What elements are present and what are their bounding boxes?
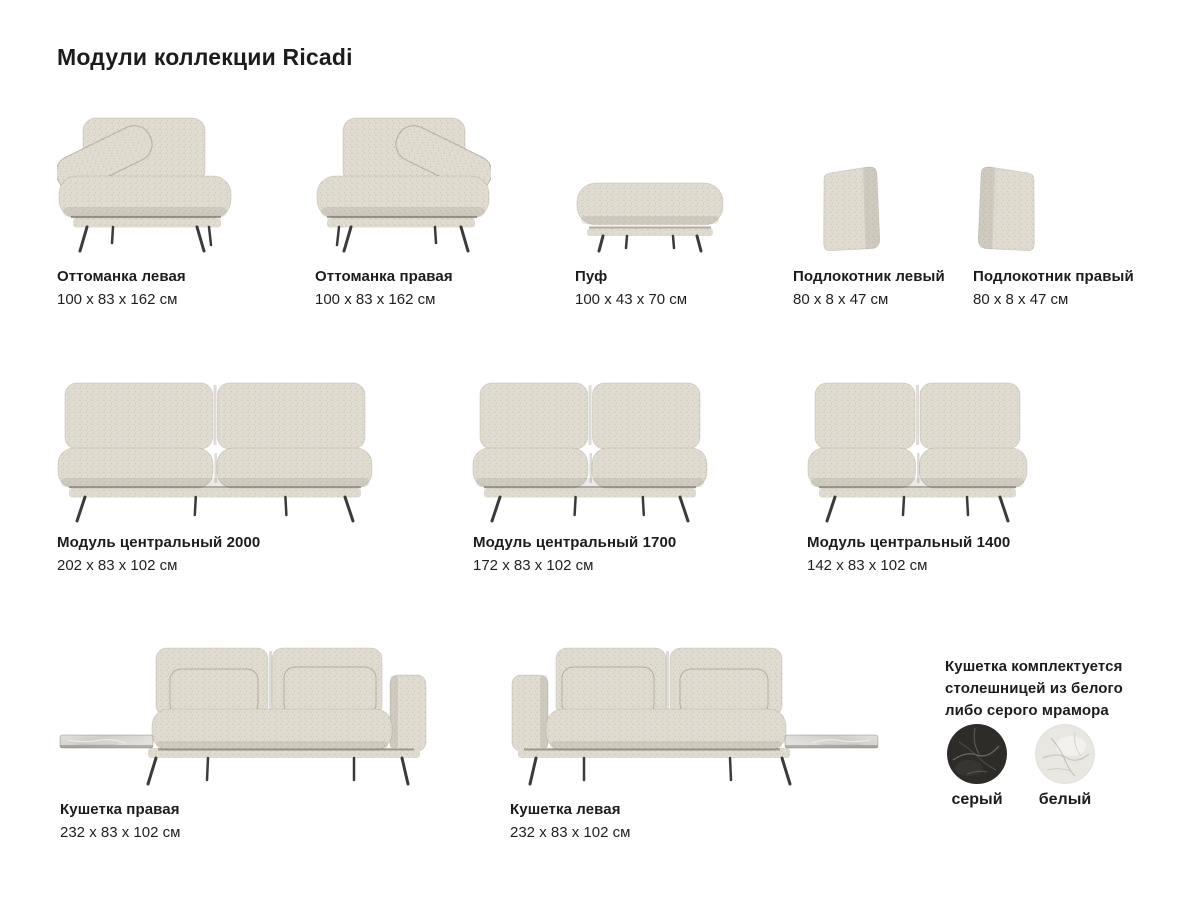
module-dims: 232 x 83 x 102 см (510, 824, 631, 841)
card-module-1400[interactable] (807, 375, 1042, 585)
module-dims: 202 x 83 x 102 см (57, 557, 178, 574)
module-name: Подлокотник правый (973, 268, 1134, 285)
caption (57, 268, 186, 308)
marble-swatch-gray[interactable] (946, 724, 1008, 809)
armrest-left-image (812, 163, 892, 257)
note-line: либо серого мрамора (945, 702, 1109, 719)
module-dims: 232 x 83 x 102 см (60, 824, 181, 841)
caption (473, 534, 676, 574)
module-name: Кушетка левая (510, 801, 621, 818)
sofa-1400-image (805, 375, 1030, 523)
pouf-image (575, 181, 725, 253)
ottoman-right-image (313, 104, 491, 254)
card-ottoman-left[interactable] (57, 104, 257, 308)
armrest-right-image (966, 163, 1046, 257)
swatch-label-gray: серый (951, 791, 1003, 808)
white-marble-swatch-circle[interactable] (1035, 724, 1095, 784)
caption (60, 801, 180, 841)
caption (807, 534, 1010, 574)
marble-swatch-white[interactable] (1034, 724, 1096, 809)
sofa-1700-image (470, 375, 710, 523)
module-name: Пуф (575, 268, 608, 285)
couch-left-image (508, 645, 880, 790)
gray-marble-swatch-circle[interactable] (947, 724, 1007, 784)
card-couch-right[interactable] (60, 645, 440, 855)
card-armrest-left[interactable] (793, 163, 943, 313)
card-module-2000[interactable] (57, 375, 387, 585)
module-name: Модуль центральный 1400 (807, 534, 1011, 551)
caption (315, 268, 453, 308)
caption (973, 268, 1134, 308)
module-dims: 100 x 83 x 162 см (315, 291, 436, 308)
module-dims: 142 x 83 x 102 см (807, 557, 928, 574)
module-name: Модуль центральный 1700 (473, 534, 677, 551)
ottoman-left-image (57, 104, 235, 254)
sofa-2000-image (55, 375, 375, 523)
caption (57, 534, 260, 574)
module-dims: 172 x 83 x 102 см (473, 557, 594, 574)
card-pouf[interactable] (575, 181, 745, 311)
module-dims: 100 x 83 x 162 см (57, 291, 178, 308)
module-name: Оттоманка правая (315, 268, 453, 285)
page-title: Модули коллекции Ricadi (57, 44, 353, 70)
card-ottoman-right[interactable] (315, 104, 515, 308)
module-name: Кушетка правая (60, 801, 180, 818)
caption (793, 268, 945, 308)
swatch-label-white: белый (1038, 791, 1092, 808)
caption (575, 268, 687, 308)
module-name: Подлокотник левый (793, 268, 945, 285)
note-line: столешницей из белого (945, 680, 1123, 697)
card-armrest-right[interactable] (973, 163, 1134, 313)
note-line: Кушетка комплектуется (945, 658, 1123, 675)
card-module-1700[interactable] (473, 375, 723, 585)
module-name: Модуль центральный 2000 (57, 534, 261, 551)
module-dims: 80 x 8 x 47 см (973, 291, 1069, 308)
couch-tabletop-note (945, 656, 1123, 722)
couch-right-image (58, 645, 430, 790)
module-dims: 100 x 43 x 70 см (575, 291, 688, 308)
caption (510, 801, 630, 841)
card-couch-left[interactable] (510, 645, 890, 855)
module-name: Оттоманка левая (57, 268, 186, 285)
module-dims: 80 x 8 x 47 см (793, 291, 889, 308)
